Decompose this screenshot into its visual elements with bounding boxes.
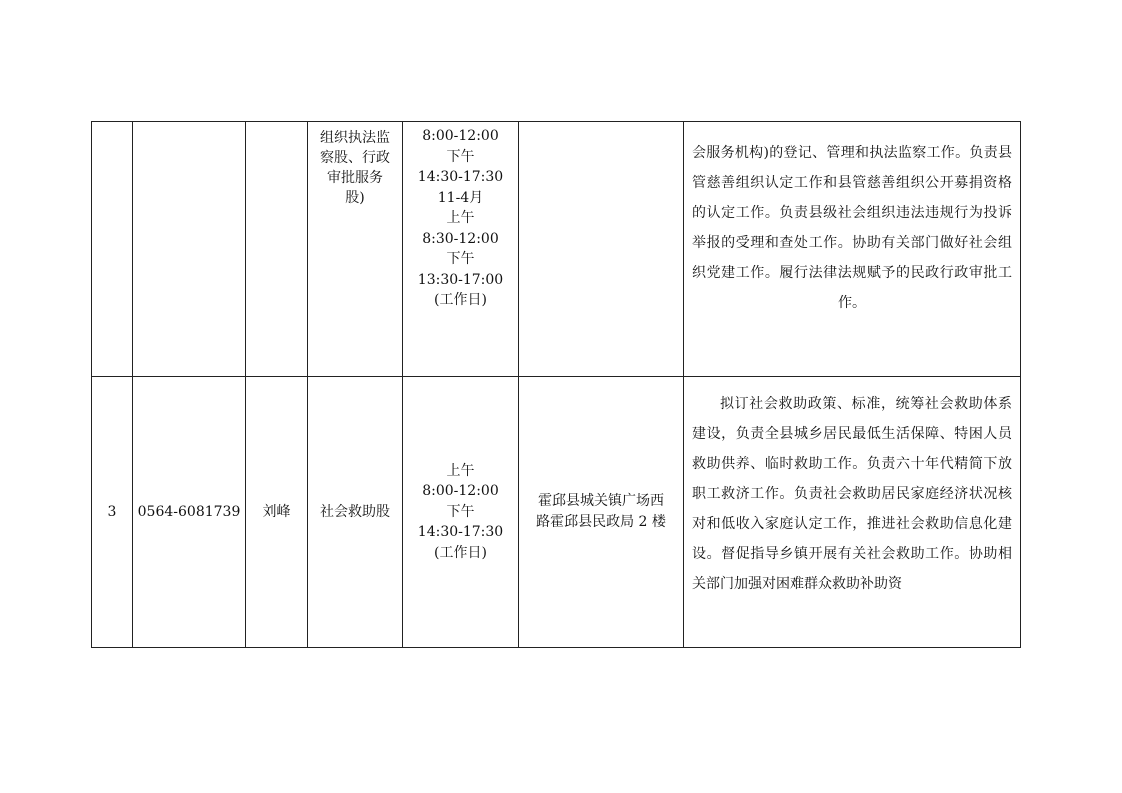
phone-cell: 0564-6081739 bbox=[133, 377, 246, 648]
contact-cell bbox=[246, 122, 308, 377]
department-line: 股) bbox=[345, 190, 365, 206]
hours-line: 8:00-12:00 bbox=[422, 128, 499, 144]
address-line: 路霍邱县民政局 2 楼 bbox=[536, 514, 666, 530]
hours-line: 11-4月 bbox=[437, 189, 484, 206]
hours-line: (工作日) bbox=[434, 292, 487, 308]
table-row bbox=[92, 122, 1021, 377]
hours-line: 上午 bbox=[446, 210, 475, 226]
department-line: 社会救助股 bbox=[320, 504, 390, 520]
hours-line: (工作日) bbox=[434, 544, 487, 561]
duties-cell bbox=[684, 377, 1021, 648]
department-line: 组织执法监 bbox=[320, 130, 390, 146]
department-line: 审批服务 bbox=[327, 170, 383, 186]
service-directory-table bbox=[91, 121, 1021, 648]
hours-line: 14:30-17:30 bbox=[417, 524, 504, 541]
department-line: 察股、行政 bbox=[320, 150, 390, 166]
address-cell bbox=[519, 122, 684, 377]
address-line: 霍邱县城关镇广场西 bbox=[538, 493, 664, 509]
duties-text: 会服务机构)的登记、管理和执法监察工作。负责县管慈善组织认定工作和县管慈善组织公开募捐资格的认定工作。负责县级社会组织违法违规行为投诉举报的受理和查处工作。协助有关部门做好社会组织党建工作。履行法律法规赋予的民政行政审批工作。 bbox=[692, 145, 1012, 311]
hours-line: 8:00-12:00 bbox=[422, 483, 499, 500]
address-cell bbox=[519, 377, 684, 648]
office-hours-cell bbox=[403, 377, 519, 648]
row-index-cell bbox=[92, 122, 133, 377]
hours-line: 8:30-12:00 bbox=[422, 230, 499, 247]
department-cell bbox=[308, 122, 403, 377]
hours-line: 14:30-17:30 bbox=[417, 169, 504, 185]
row-index-cell: 3 bbox=[92, 377, 133, 648]
contact-cell: 刘峰 bbox=[246, 377, 308, 648]
hours-line: 13:30-17:00 bbox=[417, 271, 504, 288]
duties-text: 拟订社会救助政策、标准，统筹社会救助体系建设，负责全县城乡居民最低生活保障、特困人员救助供养、临时救助工作。负责六十年代精简下放职工救济工作。负责社会救助居民家庭经济状况核对和低收入家庭认定工作，推进社会救助信息化建设。督促指导乡镇开展有关社会救助工作。协助相关部门加强对困难群众救助补助资 bbox=[692, 396, 1012, 592]
hours-line: 下午 bbox=[446, 148, 475, 165]
department-cell bbox=[308, 377, 403, 648]
table-row bbox=[92, 377, 1021, 648]
duties-cell bbox=[684, 122, 1021, 377]
phone-cell bbox=[133, 122, 246, 377]
office-hours-cell bbox=[403, 122, 519, 377]
hours-line: 下午 bbox=[446, 251, 475, 267]
hours-line: 上午 bbox=[446, 462, 475, 479]
hours-line: 下午 bbox=[446, 503, 475, 520]
